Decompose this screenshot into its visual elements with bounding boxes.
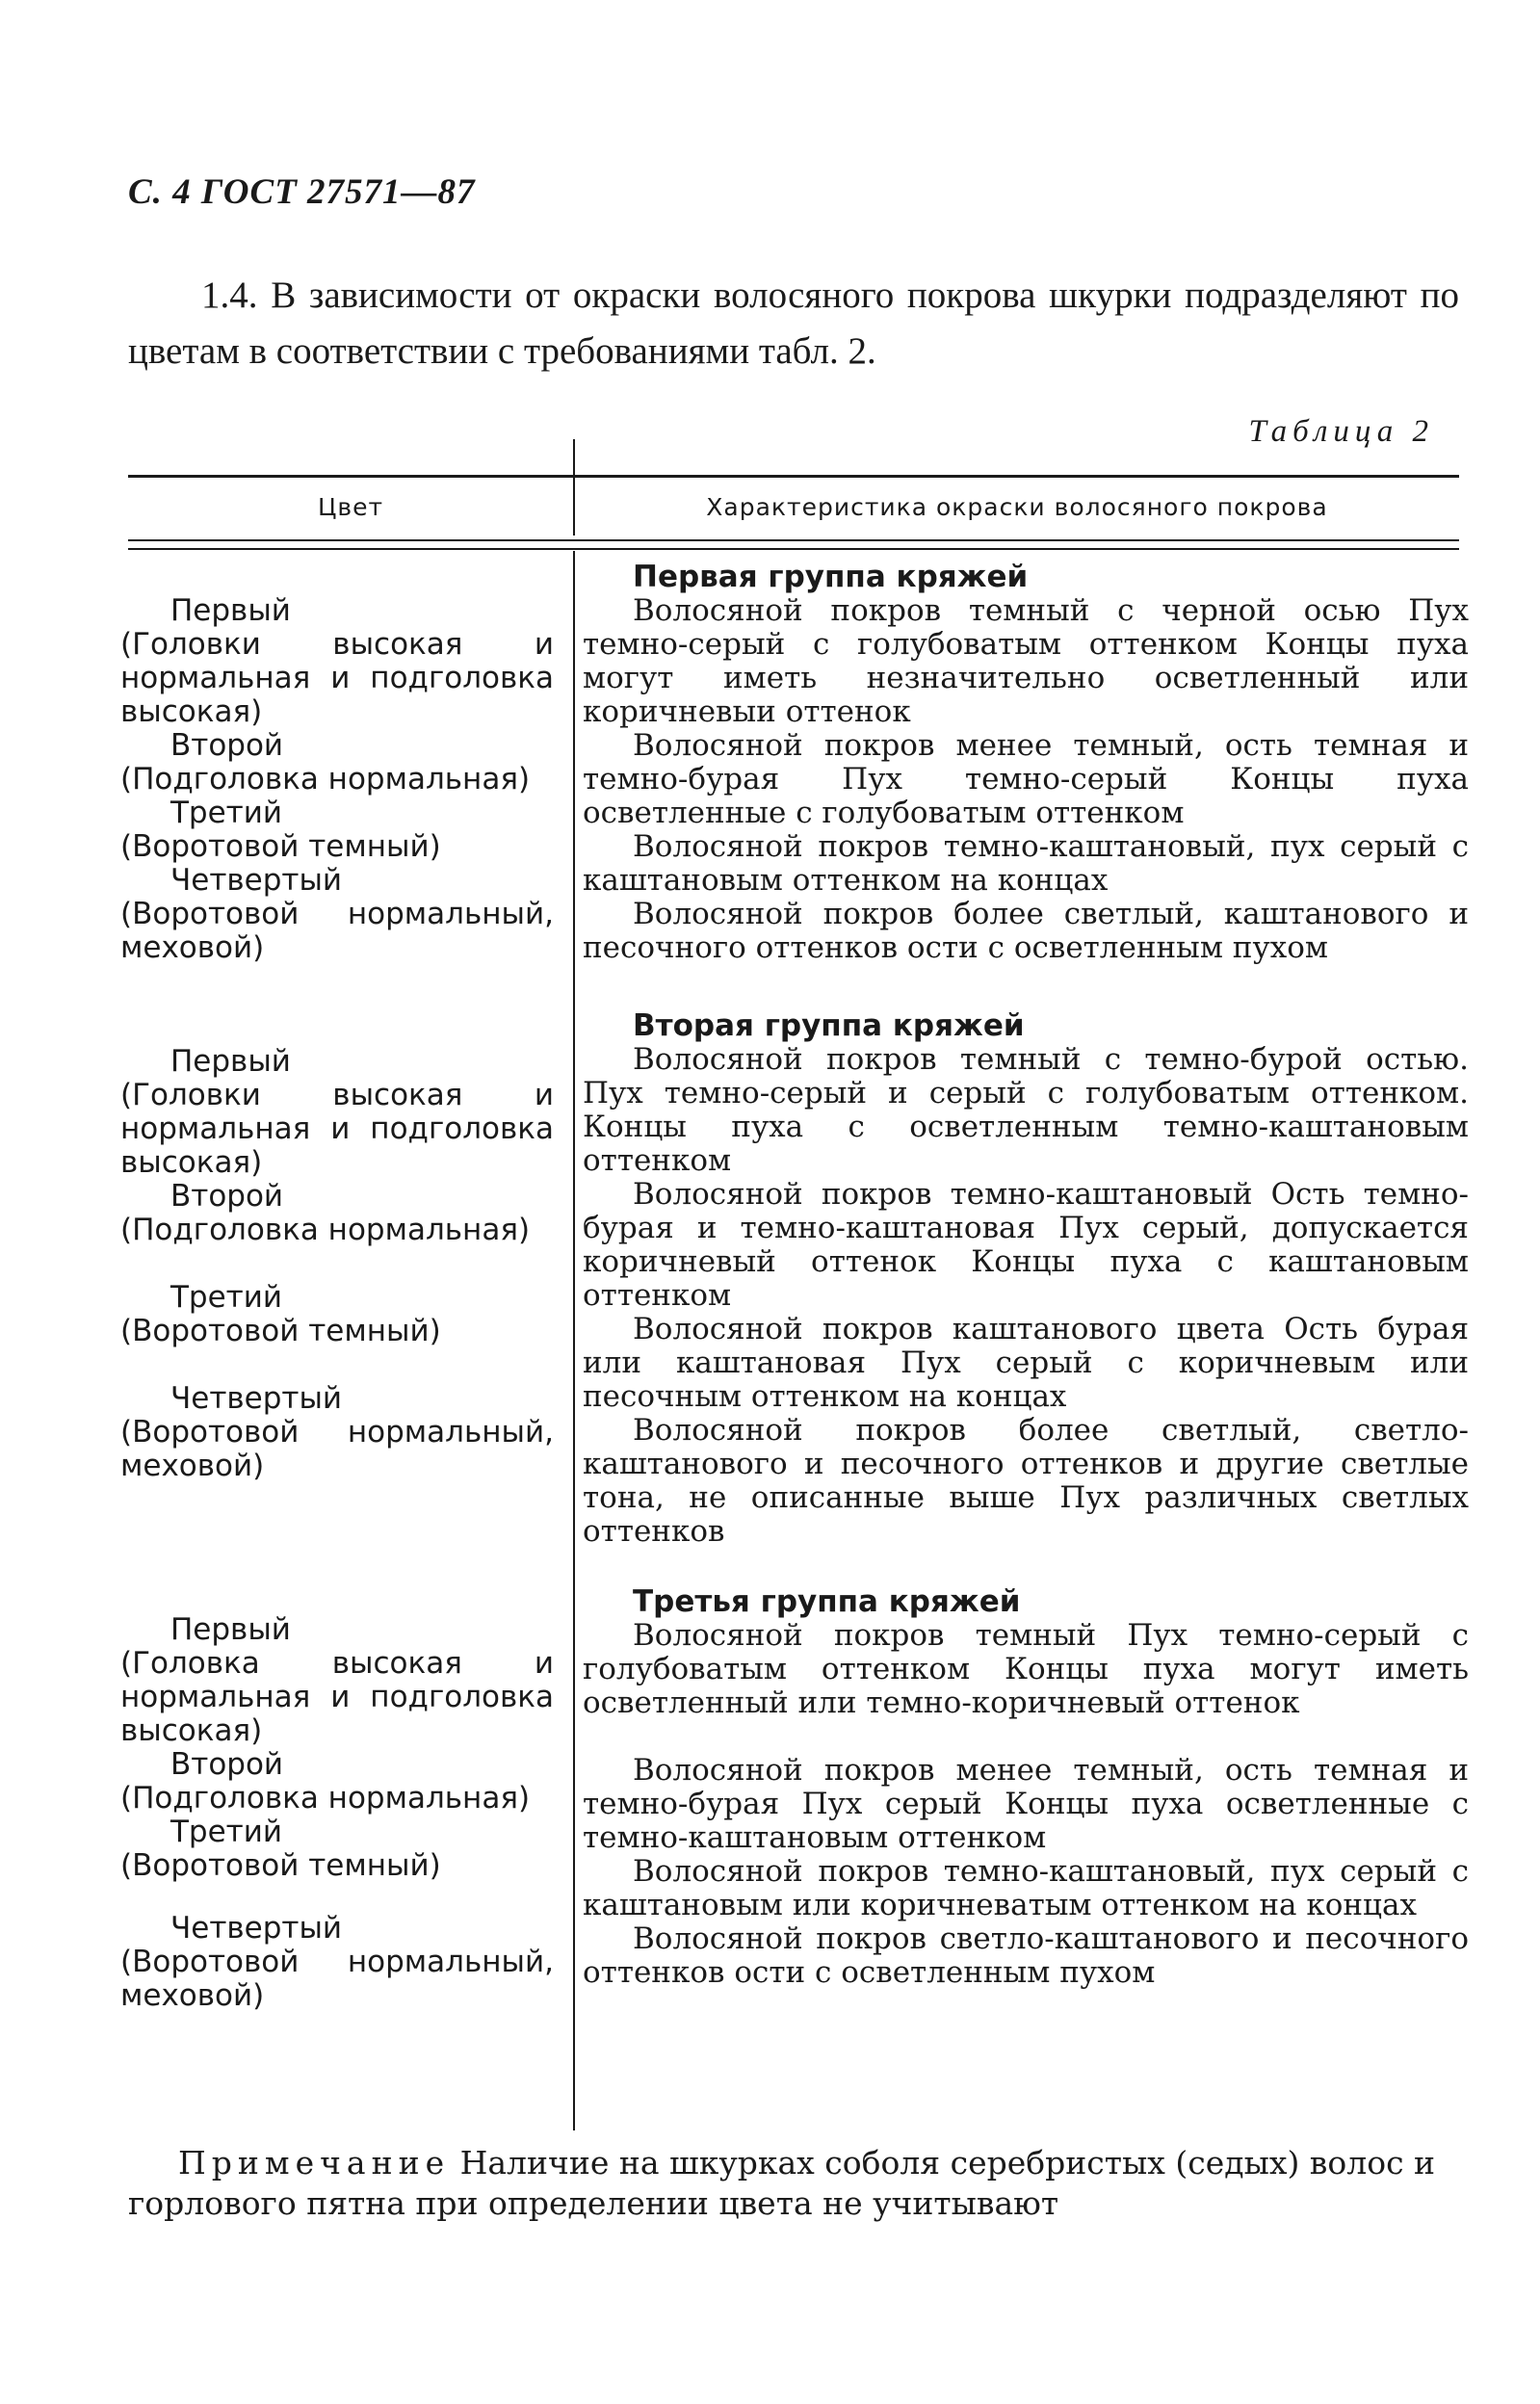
color-description: Волосяной покров светло-каштанового и песочного оттенков ости с осветленным пухом	[583, 1921, 1469, 1990]
color-description: Волосяной покров каштанового цвета Ость бурая или каштановая Пух серый с коричневым или песочным оттенком на концах	[583, 1312, 1469, 1414]
color-note: (Воротовой нормальный, меховой)	[120, 1415, 554, 1483]
color-name: Первый	[170, 1612, 291, 1647]
color-description: Волосяной покров более светлый, каштанового и песочного оттенков ости с осветленным пухом	[583, 897, 1469, 965]
group-title: Первая группа кряжей	[633, 560, 1029, 594]
color-description: Волосяной покров темный с темно-бурой остью. Пух темно-серый и серый с голубоватым оттенком. Концы пуха с осветленным темно-каштановым оттенком	[583, 1042, 1469, 1178]
color-name: Первый	[170, 1044, 291, 1079]
color-name: Четвертый	[170, 1381, 343, 1416]
note-label: Примечание	[178, 2144, 451, 2182]
column-header-color: Цвет	[317, 492, 384, 521]
page-header: С. 4 ГОСТ 27571—87	[128, 172, 476, 212]
group-title: Третья группа кряжей	[633, 1584, 1021, 1619]
color-description: Волосяной покров темно-каштановый, пух серый с каштановым оттенком на концах	[583, 829, 1469, 898]
color-name: Третий	[170, 1280, 283, 1315]
table-note	[128, 2143, 1459, 2224]
color-note: (Воротовой нормальный, меховой)	[120, 897, 554, 965]
table-column-divider	[573, 551, 575, 2130]
color-note: (Подголовка нормальная)	[120, 762, 531, 797]
color-description: Волосяной покров темный Пух темно-серый с голубоватым оттенком Концы пуха могут иметь осветленный или темно-коричневый оттенок	[583, 1618, 1469, 1720]
group-1-colors	[120, 594, 554, 965]
intro-text: 1.4. В зависимости от окраски волосяного покрова шкурки подразделяют по цветам в соответствии с требованиями табл. 2.	[128, 274, 1459, 372]
color-description: Волосяной покров темный с черной осью Пух темно-серый с голубоватым оттенком Концы пуха могут иметь незначительно осветленный или коричневыи оттенок	[583, 593, 1469, 729]
color-name: Третий	[170, 1815, 283, 1849]
color-description: Волосяной покров темно-каштановый, пух серый с каштановым или коричневатым оттенком на концах	[583, 1854, 1469, 1922]
group-2-descriptions	[583, 1009, 1469, 1549]
color-name: Четвертый	[170, 863, 343, 898]
color-note: (Воротовой нормальный, меховой)	[120, 1945, 554, 2013]
intro-paragraph	[128, 268, 1459, 379]
color-note: (Воротовой темный)	[120, 1314, 441, 1348]
color-note: (Воротовой темный)	[120, 1848, 441, 1883]
color-name: Первый	[170, 593, 291, 628]
group-3-descriptions	[583, 1585, 1469, 1990]
color-name: Четвертый	[170, 1911, 343, 1946]
color-name: Второй	[170, 728, 284, 763]
table-header-rule-double	[128, 548, 1459, 550]
color-note: (Головка высокая и нормальная и подголовка высокая)	[120, 1646, 554, 1748]
color-name: Второй	[170, 1179, 284, 1214]
color-note: (Подголовка нормальная)	[120, 1213, 531, 1247]
color-description: Волосяной покров темно-каштановый Ость темно-бурая и темно-каштановая Пух серый, допускается коричневый оттенок Концы пуха с каштановым оттенком	[583, 1177, 1469, 1313]
table-label: Таблица 2	[1248, 414, 1434, 449]
color-name: Второй	[170, 1747, 284, 1782]
color-note: (Воротовой темный)	[120, 829, 441, 864]
group-title: Вторая группа кряжей	[633, 1008, 1025, 1043]
group-2-colors	[120, 1045, 554, 1483]
color-description: Волосяной покров более светлый, светло-каштанового и песочного оттенков и другие светлые тона, не описанные выше Пух различных светлых оттенков	[583, 1413, 1469, 1549]
table-header-rule	[128, 539, 1459, 541]
note-text: Наличие на шкурках соболя серебристых (седых) волос и горлового пятна при определении цвета не учитывают	[128, 2144, 1436, 2222]
color-description: Волосяной покров менее темный, ость темная и темно-бурая Пух темно-серый Концы пуха осветленные с голубоватым оттенком	[583, 728, 1469, 830]
group-1-descriptions	[583, 561, 1469, 965]
color-note: (Головки высокая и нормальная и подголовка высокая)	[120, 1078, 554, 1180]
color-description: Волосяной покров менее темный, ость темная и темно-бурая Пух серый Концы пуха осветленные с темно-каштановым оттенком	[583, 1753, 1469, 1855]
column-header-description: Характеристика окраски волосяного покрова	[706, 492, 1328, 521]
color-note: (Подголовка нормальная)	[120, 1781, 531, 1816]
group-3-colors	[120, 1613, 554, 2013]
color-note: (Головки высокая и нормальная и подголовка высокая)	[120, 627, 554, 729]
color-name: Третий	[170, 796, 283, 830]
